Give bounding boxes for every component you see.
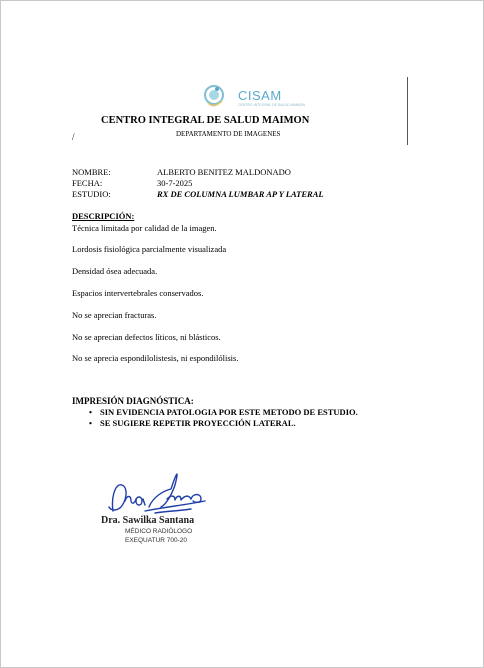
finding-item: Espacios intervertebrales conservados. [72, 288, 204, 298]
signer-name: Dra. Sawilka Santana [101, 515, 195, 526]
margin-line [407, 77, 408, 145]
department-name: DEPARTAMENTO DE IMAGENES [176, 130, 281, 138]
impression-title: IMPRESIÓN DIAGNÓSTICA: [72, 396, 194, 406]
impression-list [89, 407, 358, 429]
signer-exequatur: EXEQUATUR 700-20 [125, 537, 188, 544]
date-value: 30-7-2025 [157, 178, 193, 188]
finding-item: No se aprecia espondilolistesis, ni espondilólisis. [72, 353, 239, 363]
name-value: ALBERTO BENITEZ MALDONADO [157, 167, 291, 177]
finding-item: No se aprecian defectos líticos, ni blásticos. [72, 332, 221, 342]
finding-item: Técnica limitada por calidad de la imagen. [72, 223, 217, 233]
study-label: ESTUDIO: [72, 189, 111, 199]
logo-subtext: CENTRO INTEGRAL DE SALUD MAIMON [238, 103, 305, 107]
logo-text: CISAM [238, 88, 282, 103]
finding-item: Densidad ósea adecuada. [72, 266, 158, 276]
description-title: DESCRIPCIÓN: [72, 211, 135, 221]
finding-item: No se aprecian fracturas. [72, 310, 157, 320]
name-label: NOMBRE: [72, 167, 111, 177]
bullet-icon: • [89, 407, 92, 417]
signer-role: MÉDICO RADIÓLOGO [125, 528, 193, 535]
impression-item [89, 407, 358, 418]
study-value: RX DE COLUMNA LUMBAR AP Y LATERAL [157, 189, 324, 199]
center-name: CENTRO INTEGRAL DE SALUD MAIMON [101, 115, 310, 126]
bullet-icon: • [89, 418, 92, 428]
handwritten-signature-icon [105, 467, 215, 519]
date-label: FECHA: [72, 178, 103, 188]
impression-item [89, 418, 358, 429]
finding-item: Lordosis fisiológica parcialmente visualizada [72, 244, 227, 254]
stray-slash: / [72, 132, 75, 142]
impression-text: SIN EVIDENCIA PATOLOGIA POR ESTE METODO DE ESTUDIO. [100, 407, 358, 417]
impression-text: SE SUGIERE REPETIR PROYECCIÓN LATERAL. [100, 418, 296, 428]
